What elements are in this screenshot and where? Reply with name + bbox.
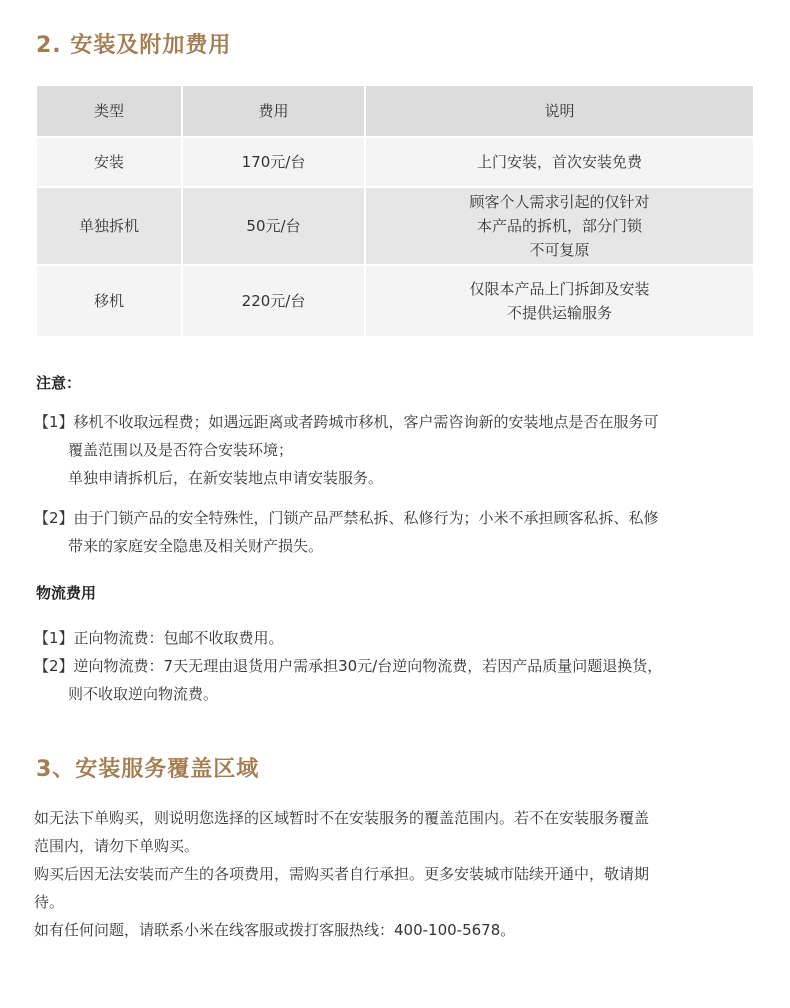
desc-line: 不可复原 <box>529 241 590 259</box>
note-2-line: 带来的家庭安全隐患及相关财产损失。 <box>68 537 324 555</box>
note-1-line: 【1】移机不收取远程费；如遇远距离或者跨城市移机，客户需咨询新的安装地点是否在服务可 <box>34 413 659 431</box>
desc-line: 顾客个人需求引起的仅针对 <box>469 193 650 211</box>
logistics-line: 则不收取逆向物流费。 <box>68 685 219 703</box>
coverage-line: 范围内，请勿下单购买。 <box>34 837 200 855</box>
cell-fee: 220元/台 <box>182 265 365 337</box>
cell-desc <box>365 187 754 265</box>
desc-line: 本产品的拆机，部分门锁 <box>476 217 642 235</box>
notes-heading: 注意： <box>36 374 82 392</box>
table-row <box>36 137 754 187</box>
desc-line: 仅限本产品上门拆卸及安装 <box>469 280 650 298</box>
cell-desc <box>365 137 754 187</box>
coverage-line: 如有任何问题，请联系小米在线客服或拨打客服热线：400-100-5678。 <box>34 921 516 939</box>
cell-desc <box>365 265 754 337</box>
note-1 <box>34 408 762 492</box>
cell-fee: 50元/台 <box>182 187 365 265</box>
table-header-row <box>36 85 754 137</box>
cell-fee: 170元/台 <box>182 137 365 187</box>
logistics-heading: 物流费用 <box>36 584 97 602</box>
logistics-line: 【2】逆向物流费：7天无理由退货用户需承担30元/台逆向物流费，若因产品质量问题退换货， <box>34 657 663 675</box>
cell-type: 移机 <box>36 265 182 337</box>
desc-line: 上门安装，首次安装免费 <box>476 153 642 171</box>
fee-table <box>35 84 755 338</box>
coverage-text <box>34 804 762 944</box>
logistics-line: 【1】正向物流费：包邮不收取费用。 <box>34 629 284 647</box>
section-title-coverage: 3、安装服务覆盖区域 <box>36 757 260 782</box>
table-row <box>36 187 754 265</box>
note-1-line: 覆盖范围以及是否符合安装环境； <box>68 441 294 459</box>
header-fee: 费用 <box>182 85 365 137</box>
note-2-line: 【2】由于门锁产品的安全特殊性，门锁产品严禁私拆、私修行为；小米不承担顾客私拆、私修 <box>34 509 659 527</box>
coverage-line: 待。 <box>34 893 65 911</box>
cell-type: 单独拆机 <box>36 187 182 265</box>
section-title-fees: 2. 安装及附加费用 <box>36 33 232 58</box>
header-type: 类型 <box>36 85 182 137</box>
logistics-notes <box>34 624 762 708</box>
note-1-line: 单独申请拆机后，在新安装地点申请安装服务。 <box>68 469 384 487</box>
table-row <box>36 265 754 337</box>
cell-type: 安装 <box>36 137 182 187</box>
note-2 <box>34 504 762 560</box>
desc-line: 不提供运输服务 <box>506 304 612 322</box>
coverage-line: 购买后因无法安装而产生的各项费用，需购买者自行承担。更多安装城市陆续开通中，敬请期 <box>34 865 650 883</box>
header-desc: 说明 <box>365 85 754 137</box>
coverage-line: 如无法下单购买，则说明您选择的区域暂时不在安装服务的覆盖范围内。若不在安装服务覆盖 <box>34 809 650 827</box>
